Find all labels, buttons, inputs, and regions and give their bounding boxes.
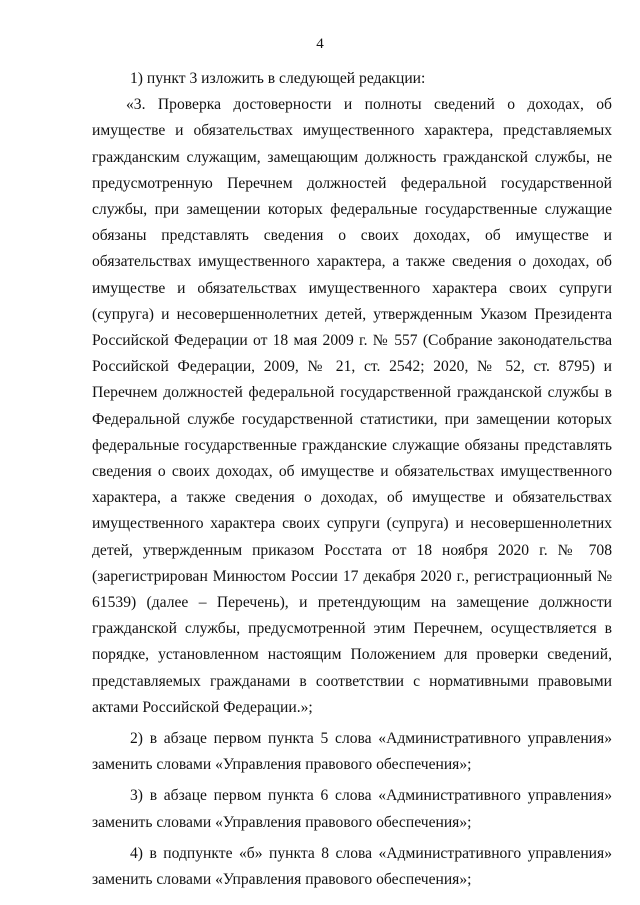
item-1-intro: 1) пункт 3 изложить в следующей редакции:	[130, 70, 426, 87]
document-body	[92, 66, 612, 893]
item-1-quoted-text: «3. Проверка достоверности и полноты сведений о доходах, об имуществе и обязательствах имущественного характера, представляемых гражданским служащим, замещающим должность гражданской службы, не предусмотренную Перечнем должностей федеральной государственной службы, при замещении которых федеральные государственные служащие обязаны представлять сведения о своих доходах, об имуществе и обязательствах имущественного характера, а также сведения о доходах, об имуществе и обязательствах имущественного характера своих супруги (супруга) и несовершеннолетних детей, утвержденным Указом Президента Российской Федерации от 18 мая 2009 г. № 557 (Собрание законодательства Российской Федерации, 2009, № 21, ст. 2542; 2020, № 52, ст. 8795) и Перечнем должностей федеральной государственной гражданской службы в Федеральной службе государственной статистики, при замещении которых федеральные государственные гражданские служащие обязаны представлять сведения о своих доходах, об имуществе и обязательствах имущественного характера, а также сведения о доходах, об имуществе и обязательствах имущественного характера своих супруги (супруга) и несовершеннолетних детей, утвержденным приказом Росстата от 18 ноября 2020 г. № 708 (зарегистрирован Минюстом России 17 декабря 2020 г., регистрационный № 61539) (далее – Перечень), и претендующим на замещение должности гражданской службы, предусмотренной этим Перечнем, осуществляется в порядке, установленном настоящим Положением для проверки сведений, представляемых гражданами в соответствии с нормативными правовыми актами Российской Федерации.»;	[92, 96, 612, 716]
page-number: 4	[316, 36, 324, 52]
item-2: 2) в абзаце первом пункта 5 слова «Административного управления» заменить словами «Управления правового обеспечения»;	[92, 730, 612, 774]
item-3: 3) в абзаце первом пункта 6 слова «Административного управления» заменить словами «Управления правового обеспечения»;	[92, 787, 612, 831]
item-4: 4) в подпункте «б» пункта 8 слова «Административного управления» заменить словами «Управления правового обеспечения»;	[92, 844, 612, 889]
